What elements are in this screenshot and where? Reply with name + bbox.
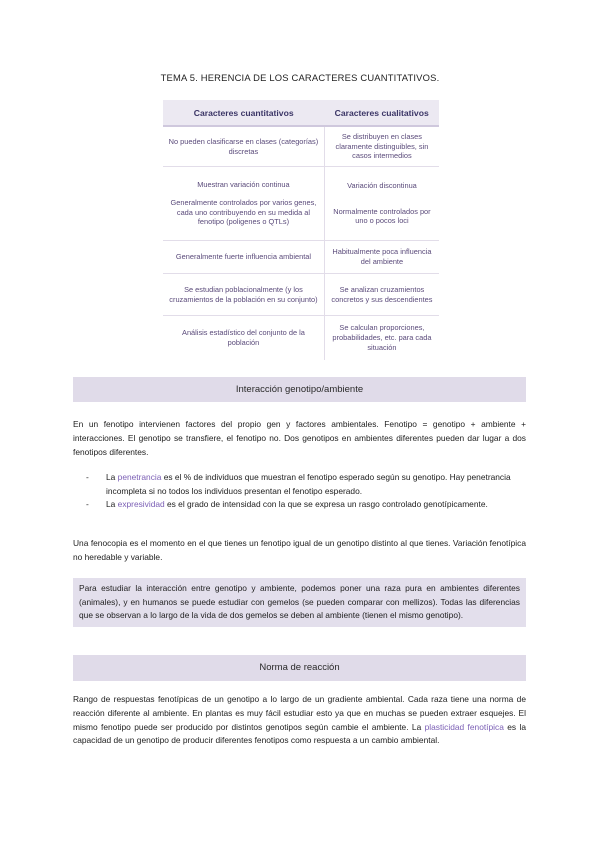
page-title: TEMA 5. HERENCIA DE LOS CARACTERES CUANTITATIVOS. [160, 72, 440, 83]
table-row [163, 274, 439, 316]
cell-line: Muestran variación continua [197, 179, 290, 189]
column-header-qualitative: Caracteres cualitativos [324, 100, 439, 126]
bullet-dash: - [86, 472, 89, 482]
table-cell [324, 167, 439, 241]
cell-line: Variación discontinua [347, 180, 417, 190]
phenocopy-paragraph: Una fenocopia es el momento en el que tienes un fenotipo igual de un genotipo distinto al que tienes. Variación fenotípica no heredable y variable. [73, 538, 526, 562]
section-heading-reaction-norm: Norma de reacción [73, 655, 526, 681]
table-cell: Análisis estadístico del conjunto de la población [163, 316, 324, 361]
cell-line: Normalmente controlados por uno o pocos loci [333, 206, 431, 226]
column-header-quantitative: Caracteres cuantitativos [163, 100, 324, 126]
table-row [163, 126, 439, 167]
bullet-dash: - [86, 499, 89, 510]
comparison-table [163, 100, 439, 360]
table-row [163, 167, 439, 241]
term-expressivity: expresividad [117, 499, 165, 510]
gemelos-callout-box: Para estudiar la interacción entre genotipo y ambiente, podemos poner una raza pura en ambientes diferentes (animales), y en humanos se puede estudiar con gemelos (se pueden comparar con mellizos). Todas las diferencias que se observan a lo largo de la vida de dos gemelos se deben al ambiente (tienen el mismo genotipo). [73, 578, 526, 627]
intro-paragraph: En un fenotipo intervienen factores del propio gen y factores ambientales. Fenotipo = genotipo + ambiente + interacciones. El genotipo se transfiere, el fenotipo no. Dos genotipos en ambientes diferentes pueden dar lugar a dos fenotipos diferentes. [73, 419, 526, 457]
table-cell: Generalmente fuerte influencia ambiental [163, 241, 324, 274]
term-penetrance: penetrancia [117, 472, 162, 482]
section-heading-interaction: Interacción genotipo/ambiente [73, 377, 526, 402]
table-cell: Se analizan cruzamientos concretos y sus descendientes [324, 274, 439, 316]
table-row [163, 241, 439, 274]
reaction-norm-paragraph: Rango de respuestas fenotípicas de un genotipo a lo largo de un gradiente ambiental. Cada raza tiene una norma de reacción diferente al ambiente. En plantas es muy fácil estudiar esto ya que en muchas se pueden extraer esquejes. El mismo fenotipo puede ser producido por distintos genotipos según cambie el ambiente. La plasticidad fenotípica es la capacidad de un genotipo de producir diferentes fenotipos como respuesta a un cambio ambiental. [73, 694, 526, 746]
table-row [163, 316, 439, 361]
cell-line: Generalmente controlados por varios genes, cada uno contribuyendo en su medida al fenotipo (poligenes o QTLs) [170, 197, 317, 227]
term-phenotypic-plasticity: plasticidad fenotípica [424, 721, 504, 732]
table-cell: No pueden clasificarse en clases (categorías) discretas [163, 126, 324, 167]
definition-list [86, 471, 526, 512]
list-item-expressivity: - La expresividad es el grado de intensidad con la que se expresa un rasgo controlado genotípicamente. [86, 498, 526, 512]
list-item-penetrance: - La penetrancia es el % de individuos que muestran el fenotipo esperado según su genotipo. Hay penetrancia incompleta si no todos los individuos presentan el fenotipo esperado. [86, 472, 511, 496]
table-cell: Habitualmente poca influencia del ambiente [324, 241, 439, 274]
table-header-row [163, 100, 439, 126]
table-cell: Se estudian poblacionalmente (y los cruzamientos de la población en su conjunto) [163, 274, 324, 316]
table-cell [163, 167, 324, 241]
table-cell: Se distribuyen en clases claramente distinguibles, sin casos intermedios [324, 126, 439, 167]
table-cell: Se calculan proporciones, probabilidades, etc. para cada situación [332, 323, 432, 352]
